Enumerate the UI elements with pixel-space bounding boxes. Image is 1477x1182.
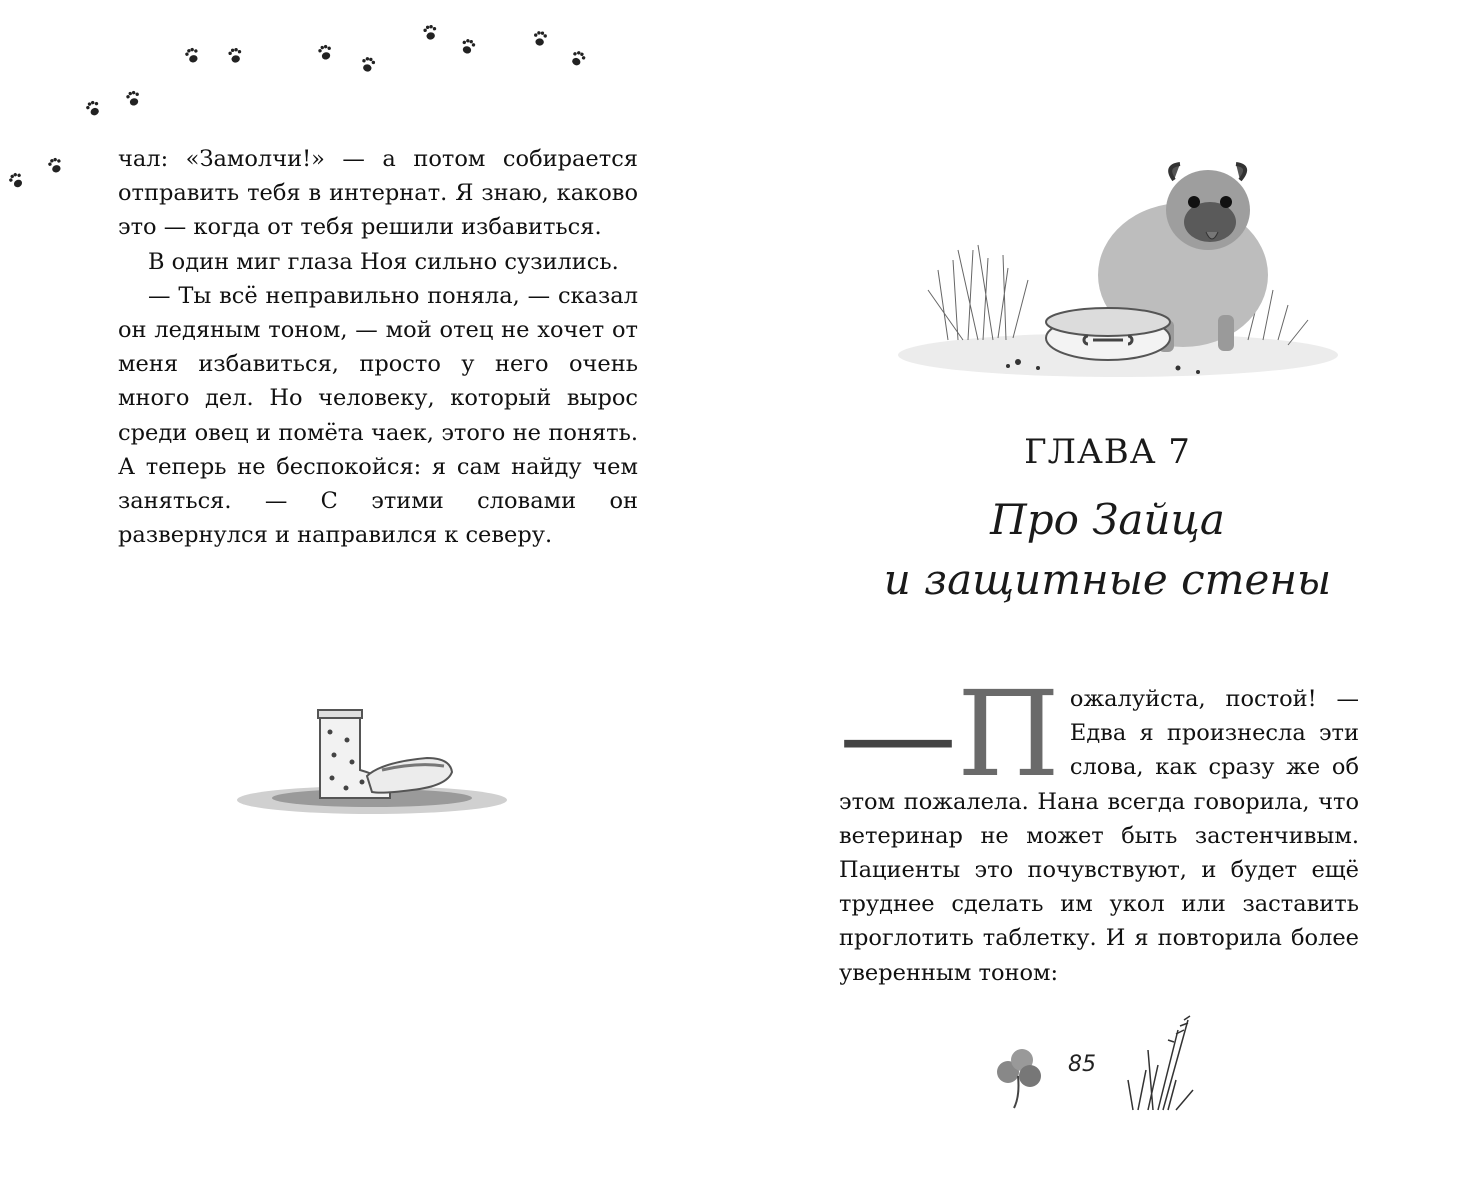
drop-cap-dash: — bbox=[839, 665, 957, 803]
footer-decoration bbox=[988, 1010, 1228, 1120]
chapter-title-line: Про Зайца bbox=[990, 495, 1225, 544]
paragraph: чал: «Замолчи!» — а потом собирается отправить тебя в интернат. Я знаю, каково это — когда от тебя решили избавиться. bbox=[118, 146, 638, 241]
left-body-text bbox=[118, 142, 638, 552]
chapter-title-line: и защитные стены bbox=[883, 555, 1332, 604]
paragraph: — Ты всё неправильно поняла, — сказал он ледяным тоном, — мой отец не хочет от меня избавиться, просто у него очень много дел. Но человеку, который вырос среди овец и помёта чаек, этого не понять. А теперь не беспокойся: я сам найду чем заняться. — С этими словами он развернулся и направился к северу. bbox=[118, 282, 638, 549]
grass-icon bbox=[1128, 1016, 1193, 1110]
page-number: 85 bbox=[1068, 1052, 1096, 1077]
paragraph: В один миг глаза Ноя сильно сузились. bbox=[148, 248, 619, 275]
rubber-boots-icon bbox=[232, 700, 512, 830]
drop-cap bbox=[839, 665, 1060, 803]
paragraph: ожалуйста, постой! — Едва я произнесла эти слова, как сразу же об этом пожалела. Нана всегда говорила, что ветеринар не может быть застенчивым. Пациенты это почувствуют, и будет ещё труднее сделать им укол или заставить проглотить таблетку. И я повторила более уверенным тоном: bbox=[839, 686, 1359, 986]
drop-cap-letter: П bbox=[957, 665, 1060, 803]
right-body-text bbox=[839, 665, 1359, 990]
chapter-title bbox=[738, 490, 1477, 610]
pug-icon bbox=[888, 140, 1348, 400]
clover-icon bbox=[997, 1049, 1041, 1108]
left-page bbox=[0, 0, 738, 1182]
right-page bbox=[738, 0, 1477, 1182]
chapter-label: ГЛАВА 7 bbox=[1024, 432, 1191, 472]
